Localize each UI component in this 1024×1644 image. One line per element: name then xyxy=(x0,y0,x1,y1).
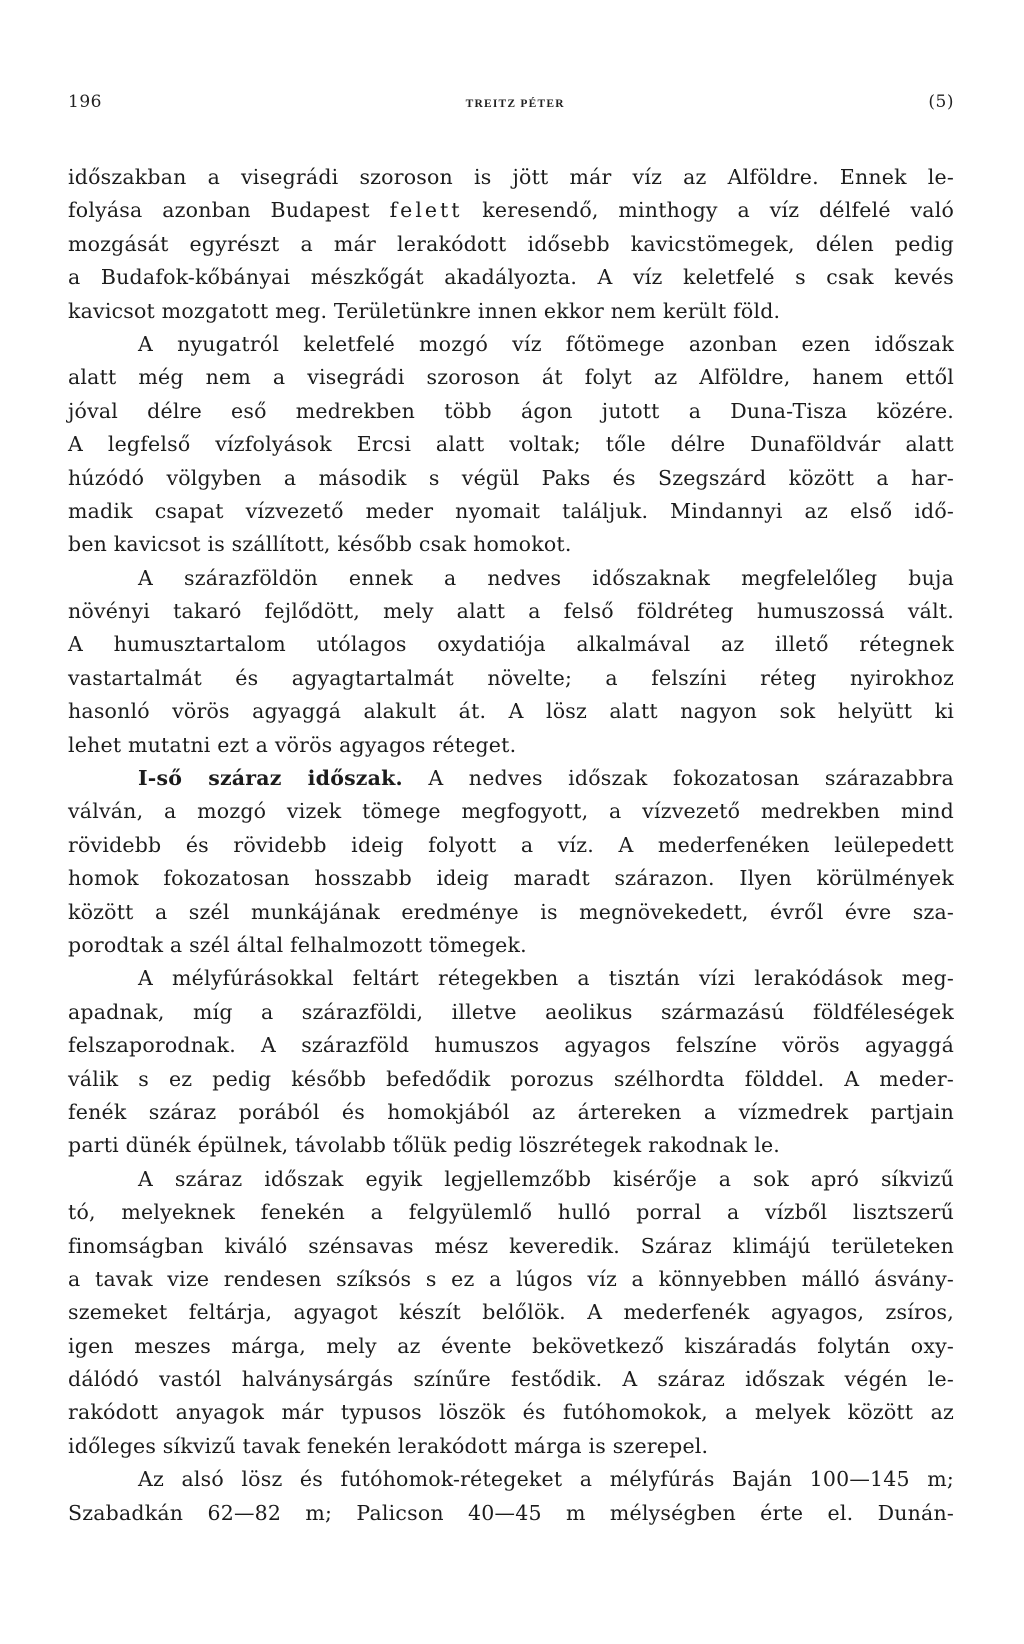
page-number: 196 xyxy=(68,92,102,112)
text-line: finomságban kiváló szénsavas mész keveredik. Száraz klimájú területeken xyxy=(68,1233,954,1258)
text-line: tó, melyeknek fenekén a felgyülemlő hulló porral a vízből lisztszerű xyxy=(68,1200,954,1225)
text-fragment: folyása azonban Budapest xyxy=(68,198,370,223)
text-line: között a szél munkájának eredménye is megnövekedett, évről évre sza- xyxy=(68,899,954,924)
paragraph-start: Az alsó lösz és futóhomok-rétegeket a mélyfúrás Baján 100—145 m; xyxy=(138,1467,954,1492)
paragraph-start: A nyugatról keletfelé mozgó víz főtömege azonban ezen időszak xyxy=(138,331,954,356)
text-line: igen meszes márga, mely az évente bekövetkező kiszáradás folytán oxy- xyxy=(68,1333,954,1358)
text-line xyxy=(68,194,954,227)
text-line: homok fokozatosan hosszabb ideig maradt szárazon. Ilyen körülmények xyxy=(68,866,954,891)
section-heading: I-ső száraz időszak. xyxy=(138,766,403,791)
body-text xyxy=(68,161,954,1530)
text-line: növényi takaró fejlődött, mely alatt a felső földréteg humuszossá vált. xyxy=(68,599,954,624)
text-line: válván, a mozgó vizek tömege megfogyott, a vízvezető medrekben mind xyxy=(68,799,954,824)
page-header xyxy=(68,92,954,114)
text-line: válik s ez pedig később befedődik porozus szélhordta földdel. A meder- xyxy=(68,1066,954,1091)
text-line: vastartalmát és agyagtartalmát növelte; a felszíni réteg nyirokhoz xyxy=(68,665,954,690)
text-line: apadnak, míg a szárazföldi, illetve aeolikus származású földféleségek xyxy=(68,999,954,1024)
text-line: felszaporodnak. A szárazföld humuszos agyagos felszíne vörös agyaggá xyxy=(68,1033,954,1058)
text-line: húzódó völgyben a második s végül Paks és Szegszárd között a har- xyxy=(68,465,954,490)
paragraph-start: A mélyfúrásokkal feltárt rétegekben a tisztán vízi lerakódások meg- xyxy=(138,966,954,991)
text-line: a Budafok-kőbányai mészkőgát akadályozta. A víz keletfelé s csak kevés xyxy=(68,265,954,290)
text-line: rakódott anyagok már typusos löszök és futóhomokok, a melyek között az xyxy=(68,1400,954,1425)
text-line: alatt még nem a visegrádi szoroson át folyt az Alföldre, hanem ettől xyxy=(68,365,954,390)
text-line: dálódó vastól halványsárgás színűre festődik. A száraz időszak végén le- xyxy=(68,1367,954,1392)
text-line: parti dünék épülnek, távolabb tőlük pedig löszrétegek rakodnak le. xyxy=(68,1133,781,1158)
text-fragment: A nedves időszak fokozatosan szárazabbra xyxy=(428,766,954,791)
paragraph-start: A száraz időszak egyik legjellemzőbb kisérője a sok apró síkvizű xyxy=(138,1166,954,1191)
document-page xyxy=(68,92,954,1530)
text-line: A legfelső vízfolyások Ercsi alatt voltak; tőle délre Dunaföldvár alatt xyxy=(68,432,954,457)
emphasized-word: felett xyxy=(389,198,463,223)
text-line: rövidebb és rövidebb ideig folyott a víz. A mederfenéken leülepedett xyxy=(68,832,954,857)
text-line: hasonló vörös agyaggá alakult át. A lösz alatt nagyon sok helyütt ki xyxy=(68,699,954,724)
text-line: lehet mutatni ezt a vörös agyagos réteget. xyxy=(68,732,517,757)
text-line: Szabadkán 62—82 m; Palicson 40—45 m mélységben érte el. Dunán- xyxy=(68,1500,954,1525)
text-line: időleges síkvizű tavak fenekén lerakódott márga is szerepel. xyxy=(68,1433,709,1458)
text-line: mozgását egyrészt a már lerakódott idősebb kavicstömegek, délen pedig xyxy=(68,231,954,256)
running-title: TREITZ PÉTER xyxy=(465,98,565,110)
text-line: jóval délre eső medrekben több ágon jutott a Duna-Tisza közére. xyxy=(68,398,954,423)
text-line: a tavak vize rendesen szíksós s ez a lúgos víz a könnyebben málló ásvány- xyxy=(68,1266,954,1291)
text-line: fenék száraz porából és homokjából az ártereken a vízmedrek partjain xyxy=(68,1099,954,1124)
text-line: A humusztartalom utólagos oxydatiója alkalmával az illető rétegnek xyxy=(68,632,954,657)
text-line: madik csapat vízvezető meder nyomait találjuk. Mindannyi az első idő- xyxy=(68,498,954,523)
section-number: (5) xyxy=(928,92,954,112)
text-fragment: keresendő, minthogy a víz délfelé való xyxy=(462,198,954,223)
text-line: ben kavicsot is szállított, később csak homokot. xyxy=(68,532,572,557)
text-line: kavicsot mozgatott meg. Területünkre innen ekkor nem került föld. xyxy=(68,298,781,323)
text-line: porodtak a szél által felhalmozott tömegek. xyxy=(68,932,527,957)
paragraph-start: A szárazföldön ennek a nedves időszaknak megfelelőleg buja xyxy=(138,565,954,590)
paragraph-start xyxy=(68,762,954,795)
text-line: szemeket feltárja, agyagot készít belőlök. A mederfenék agyagos, zsíros, xyxy=(68,1300,954,1325)
text-line: időszakban a visegrádi szoroson is jött már víz az Alföldre. Ennek le- xyxy=(68,165,954,189)
